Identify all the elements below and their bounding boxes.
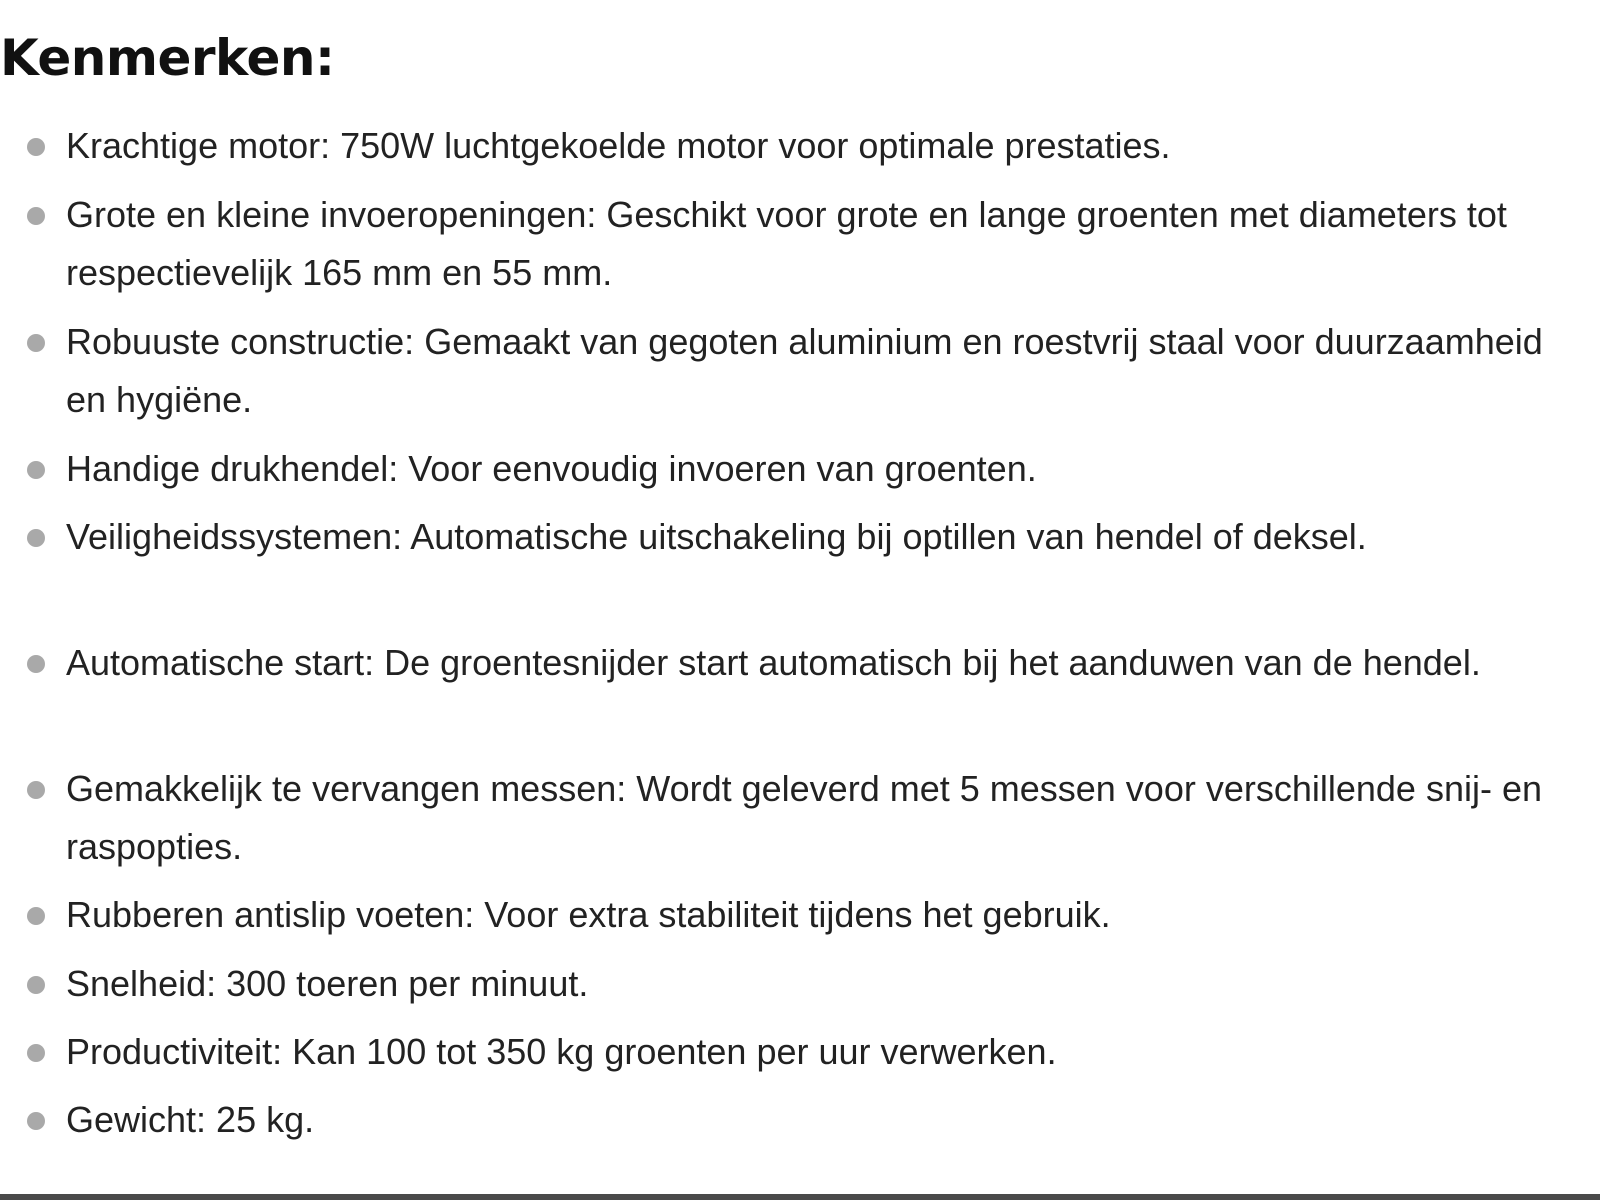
feature-text: Veiligheidssystemen: Automatische uitschakeling bij optillen van hendel of deksel.	[66, 516, 1367, 557]
bullet-icon	[27, 334, 45, 352]
bullet-icon	[27, 207, 45, 225]
list-item	[66, 186, 1546, 302]
list-item	[66, 117, 1546, 175]
list-item	[66, 1023, 1546, 1081]
feature-text: Gewicht: 25 kg.	[66, 1099, 315, 1140]
feature-text: Snelheid: 300 toeren per minuut.	[66, 963, 589, 1004]
feature-text: Gemakkelijk te vervangen messen: Wordt geleverd met 5 messen voor verschillende snij- en raspopties.	[66, 768, 1542, 867]
feature-text: Krachtige motor: 750W luchtgekoelde motor voor optimale prestaties.	[66, 125, 1171, 166]
list-item	[66, 634, 1546, 692]
list-item	[66, 886, 1546, 944]
list-item	[66, 760, 1546, 876]
bullet-icon	[27, 138, 45, 156]
bullet-icon	[27, 655, 45, 673]
section-heading: Kenmerken:	[0, 29, 335, 87]
bullet-icon	[27, 1112, 45, 1130]
feature-text: Productiviteit: Kan 100 tot 350 kg groenten per uur verwerken.	[66, 1031, 1057, 1072]
bullet-icon	[27, 781, 45, 799]
feature-text: Automatische start: De groentesnijder start automatisch bij het aanduwen van de hendel.	[66, 642, 1481, 683]
bullet-icon	[27, 907, 45, 925]
bullet-icon	[27, 976, 45, 994]
feature-text: Grote en kleine invoeropeningen: Geschikt voor grote en lange groenten met diameters tot respectievelijk 165 mm en 55 mm.	[66, 194, 1507, 293]
list-item	[66, 440, 1546, 498]
feature-text: Handige drukhendel: Voor eenvoudig invoeren van groenten.	[66, 448, 1037, 489]
feature-text: Rubberen antislip voeten: Voor extra stabiliteit tijdens het gebruik.	[66, 894, 1111, 935]
list-item	[66, 508, 1546, 566]
bullet-icon	[27, 461, 45, 479]
bullet-icon	[27, 529, 45, 547]
list-item	[66, 955, 1546, 1013]
list-item	[66, 1091, 1546, 1149]
feature-text: Robuuste constructie: Gemaakt van gegoten aluminium en roestvrij staal voor duurzaamheid en hygiëne.	[66, 321, 1543, 420]
bullet-icon	[27, 1044, 45, 1062]
list-item	[66, 313, 1546, 429]
bottom-divider	[0, 1194, 1600, 1200]
